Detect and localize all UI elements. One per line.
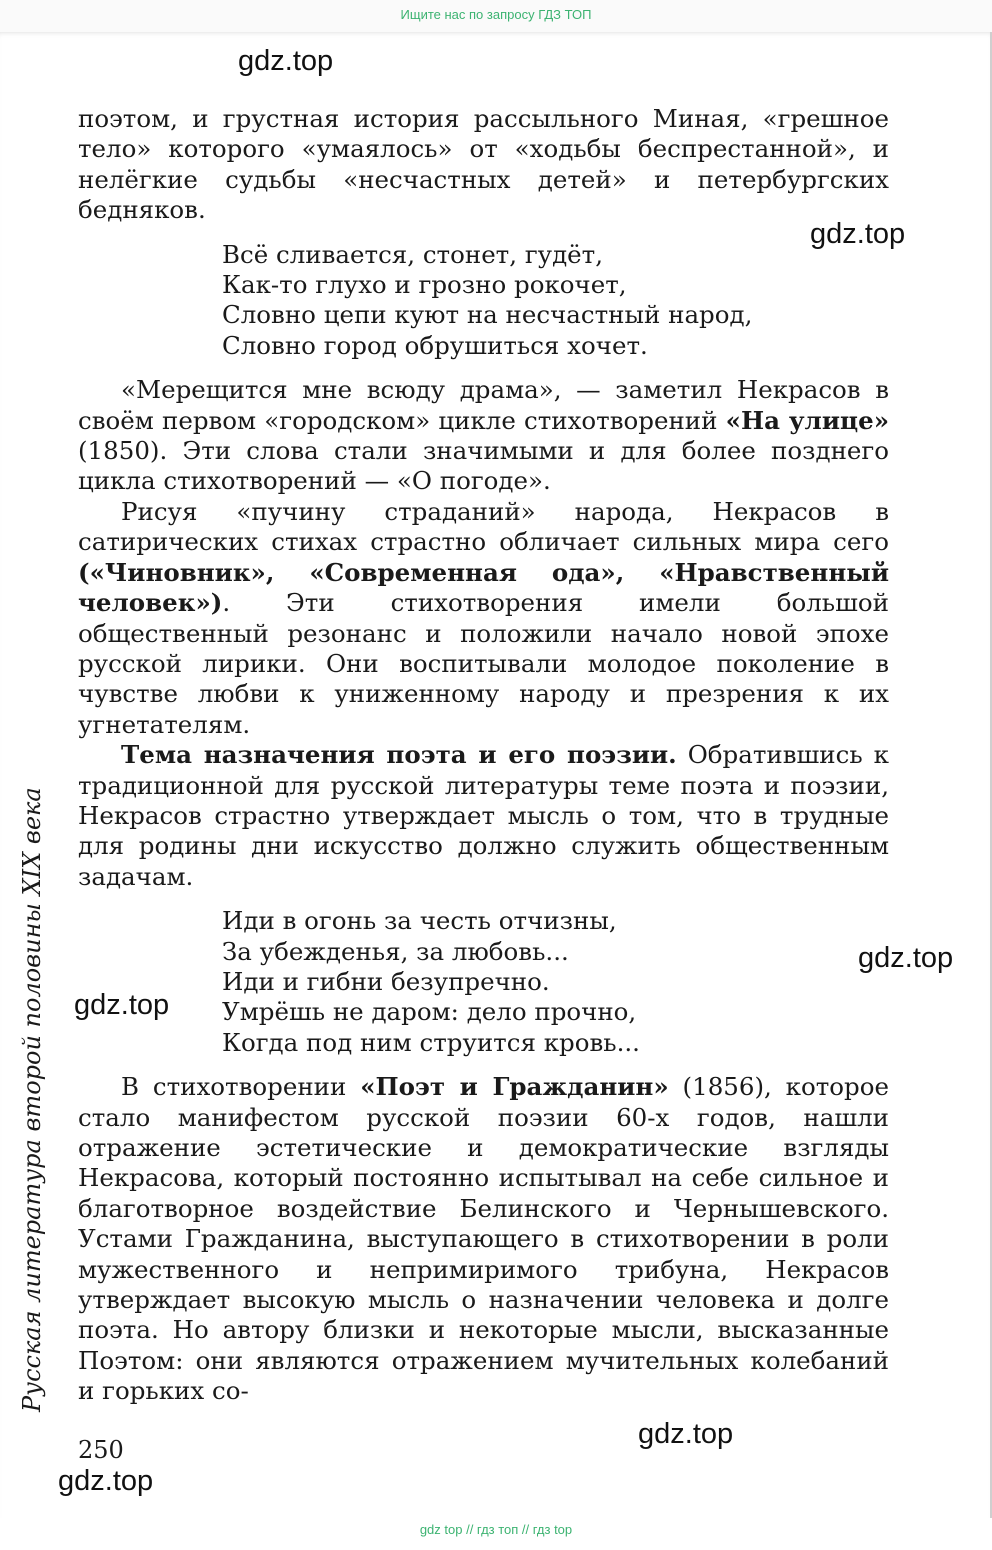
section-heading: Тема назначения поэта и его поэзии. <box>121 740 677 770</box>
verse-block <box>222 906 889 1058</box>
paragraph: В стихотворении «Поэт и Гражданин» (1856), которое стало манифестом русской поэзии 60-х годов, нашли отражение эстетические и демократические взгляды Некрасова, который постоянно испытывал на себе сильное и благотворное воздействие Белинского и Чернышевского. Устами Гражданина, выступающего в стихотворении в роли мужественного и непримиримого трибуна, Некрасов утверждает высокую мысль о назначении человека и долге поэта. Но автору близки и некоторые мысли, высказанные Поэтом: они являются отражением мучительных колебаний и горьких со- <box>78 1072 889 1406</box>
paragraph: «Мерещится мне всюду драма», — заметил Некрасов в своём первом «городском» цикле стихотворений «На улице» (1850). Эти слова стали значимыми и для более позднего цикла стихотворений — «О погоде». <box>78 375 890 496</box>
verse-line: Когда под ним струится кровь... <box>222 1027 640 1057</box>
verse-line: Умрёшь не даром: дело прочно, <box>222 997 637 1027</box>
verse-line: Словно город обрушиться хочет. <box>222 330 648 360</box>
verse-line: Как-то глухо и грозно рокочет, <box>222 270 627 300</box>
page-number: 250 <box>78 1436 124 1464</box>
verse-line: За убежденья, за любовь... <box>222 936 569 966</box>
bold-titles: («Чиновник», «Современная ода», «Нравственный человек») <box>78 557 889 618</box>
bold-title: «Поэт и Гражданин» <box>360 1072 669 1102</box>
paragraph: Рисуя «пучину страданий» народа, Некрасов в сатирических стихах страстно обличает сильных мира сего («Чиновник», «Современная ода», «Нравственный человек»). Эти стихотворения имели большой общественный резонанс и положили начало новой эпохе русской лирики. Они воспитывали молодое поколение в чувстве любви к униженному народу и презрения к их угнетателям. <box>78 496 889 739</box>
verse-line: Словно цепи куют на несчастный народ, <box>222 300 753 330</box>
verse-line: Иди в огонь за честь отчизны, <box>222 906 617 936</box>
watermark: gdz.top <box>238 45 334 77</box>
verse-line: Иди и гибни безупречно. <box>222 966 550 996</box>
verse-block <box>222 240 889 362</box>
watermark: gdz.top <box>810 218 906 250</box>
paragraph: поэтом, и грустная история рассыльного Миная, «грешное тело» которого «умаялось» от «ходьбы беспрестанной», и нелёгкие судьбы «несчастных детей» и петербургских бедняков. <box>78 104 889 225</box>
watermark: gdz.top <box>858 942 954 974</box>
watermark: gdz.top <box>58 1465 154 1497</box>
side-running-title: Русская литература второй половины XIX века <box>18 787 46 1412</box>
top-banner[interactable]: Ищите нас по запросу ГДЗ ТОП <box>0 0 992 32</box>
watermark: gdz.top <box>74 989 170 1021</box>
bold-title: «На улице» <box>725 405 890 435</box>
footer-links[interactable]: gdz top // гдз топ // гдз top <box>419 1522 573 1537</box>
paragraph: Тема назначения поэта и его поэзии. Обратившись к традиционной для русской литературы теме поэта и поэзии, Некрасов страстно утверждает мысль о том, что в трудные для родины дни искусство должно служить общественным задачам. <box>78 740 889 891</box>
watermark: gdz.top <box>638 1418 734 1450</box>
main-text <box>78 104 889 1407</box>
verse-line: Всё сливается, стонет, гудёт, <box>222 239 603 269</box>
